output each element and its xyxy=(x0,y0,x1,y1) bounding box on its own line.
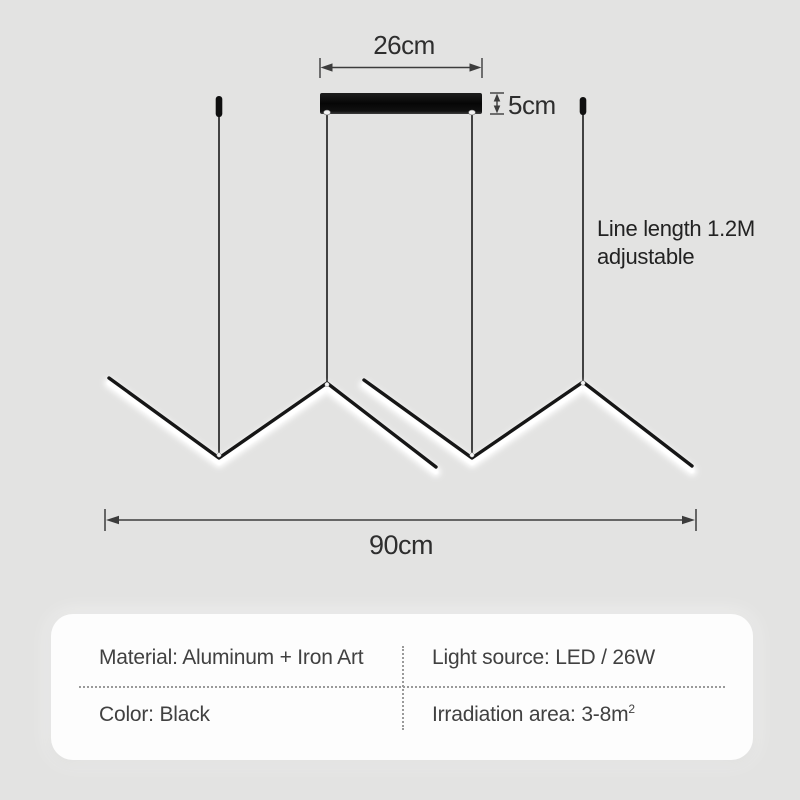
ceiling-fitting-left xyxy=(216,96,223,117)
vertical-dotted-divider xyxy=(402,646,404,730)
suspension-cords xyxy=(219,113,583,456)
dim-5cm-arrow xyxy=(490,93,504,114)
spec-color: Color: Black xyxy=(99,703,210,726)
overall-width-label: 90cm xyxy=(368,530,434,560)
spec-irradiation-superscript: 2 xyxy=(628,702,635,716)
mount-width-label: 26cm xyxy=(373,30,435,60)
mount-height-label: 5cm xyxy=(508,90,556,120)
cord-length-note xyxy=(597,215,755,271)
mount-connector-left xyxy=(324,110,331,115)
spec-material: Material: Aluminum + Iron Art xyxy=(99,646,364,669)
arrow-down-icon xyxy=(494,106,501,114)
spec-light-source: Light source: LED / 26W xyxy=(432,646,656,669)
arrow-right-icon xyxy=(682,516,695,525)
cord-length-note-line1: Line length 1.2M xyxy=(597,216,755,241)
mount-connector-right xyxy=(469,110,476,115)
ceiling-mount-bar xyxy=(320,93,482,114)
dim-26cm-arrow xyxy=(320,58,482,78)
arrow-left-icon xyxy=(321,63,333,71)
arrow-right-icon xyxy=(470,63,482,71)
dim-90cm-arrow xyxy=(105,509,696,531)
arrow-left-icon xyxy=(106,516,119,525)
led-zigzag-fixture xyxy=(109,378,692,472)
arrow-up-icon xyxy=(494,94,501,102)
spec-irradiation-base: Irradiation area: 3-8m xyxy=(432,703,629,726)
spec-panel xyxy=(51,614,753,760)
cord-length-note-line2: adjustable xyxy=(597,244,695,269)
ceiling-fitting-right xyxy=(580,97,587,115)
spec-irradiation-area xyxy=(432,703,635,727)
